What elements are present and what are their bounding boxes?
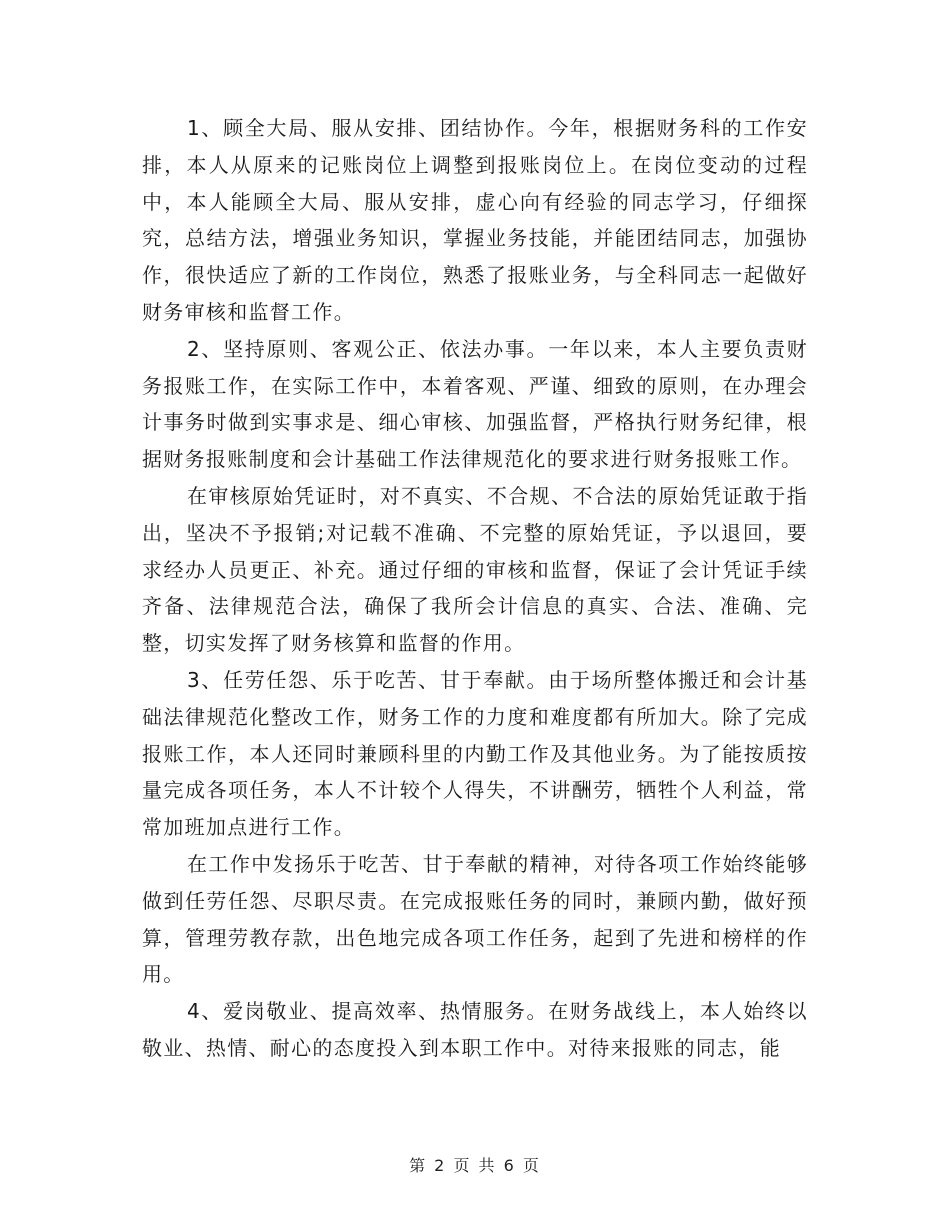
paragraph-4: 3、任劳任怨、乐于吃苦、甘于奉献。由于场所整体搬迁和会计基础法律规范化整改工作，财务工作的力度和难度都有所加大。除了完成报账工作，本人还同时兼顾科里的内勤工作及其他业务。为了能按质按量完成各项任务，本人不计较个人得失，不讲酬劳，牺牲个人利益，常常加班加点进行工作。 [142,667,808,840]
paragraph-6: 4、爱岗敬业、提高效率、热情服务。在财务战线上，本人始终以敬业、热情、耐心的态度投入到本职工作中。对待来报账的同志，能 [142,999,808,1060]
paragraph-2: 2、坚持原则、客观公正、依法办事。一年以来，本人主要负责财务报账工作，在实际工作中，本着客观、严谨、细致的原则，在办理会计事务时做到实事求是、细心审核、加强监督，严格执行财务纪律，根据财务报账制度和会计基础工作法律规范化的要求进行财务报账工作。 [142,336,808,472]
paragraph-3: 在审核原始凭证时，对不真实、不合规、不合法的原始凭证敢于指出，坚决不予报销;对记载不准确、不完整的原始凭证，予以退回，要求经办人员更正、补充。通过仔细的审核和监督，保证了会计凭证手续齐备、法律规范合法，确保了我所会计信息的真实、合法、准确、完整，切实发挥了财务核算和监督的作用。 [142,483,808,656]
document-body [142,110,808,1067]
page-footer: 第 2 页 共 6 页 [409,1156,541,1175]
paragraph-5: 在工作中发扬乐于吃苦、甘于奉献的精神，对待各项工作始终能够做到任劳任怨、尽职尽责。在完成报账任务的同时，兼顾内勤，做好预算，管理劳教存款，出色地完成各项工作任务，起到了先进和榜样的作用。 [142,851,808,987]
paragraph-1: 1、顾全大局、服从安排、团结协作。今年，根据财务科的工作安排，本人从原来的记账岗位上调整到报账岗位上。在岗位变动的过程中，本人能顾全大局、服从安排，虚心向有经验的同志学习，仔细探究，总结方法，增强业务知识，掌握业务技能，并能团结同志，加强协作，很快适应了新的工作岗位，熟悉了报账业务，与全科同志一起做好财务审核和监督工作。 [142,116,808,324]
